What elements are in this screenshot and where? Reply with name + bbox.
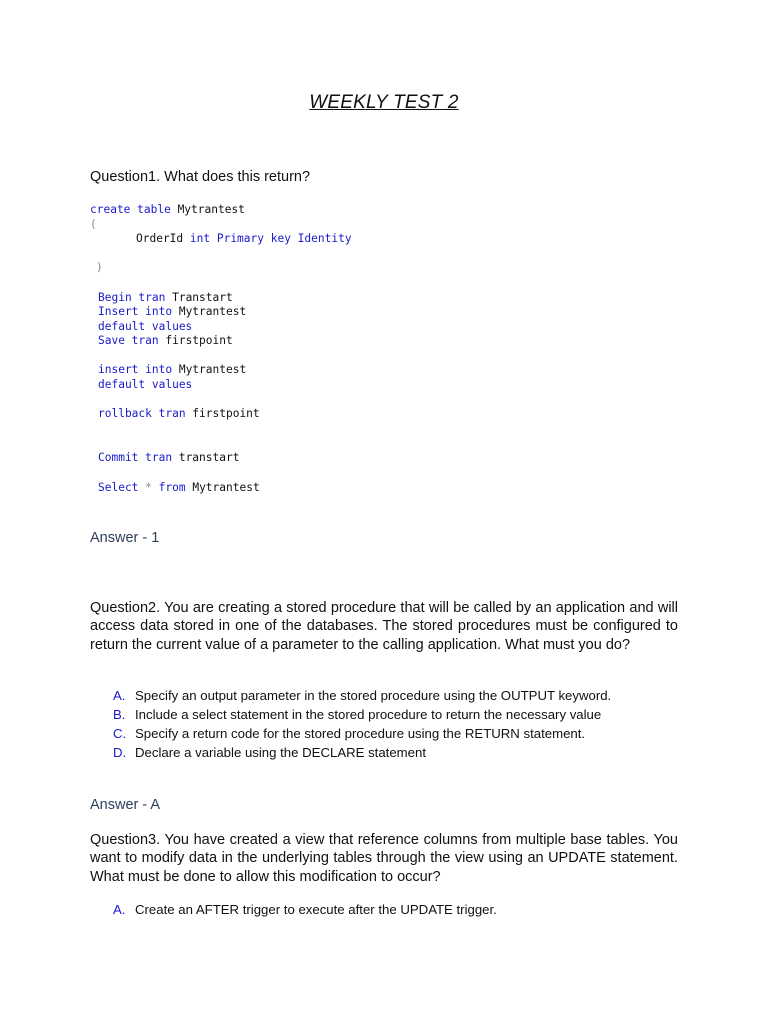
code-keyword: Insert into (98, 305, 173, 318)
code-identifier: firstpoint (158, 334, 233, 347)
option-text: Specify a return code for the stored procedure using the RETURN statement. (135, 726, 586, 741)
code-keyword: Select (98, 481, 139, 494)
code-line-1 (90, 203, 245, 218)
code-keyword: Commit tran (98, 451, 173, 464)
option-text: Specify an output parameter in the stored procedure using the OUTPUT keyword. (135, 688, 612, 703)
question-3-text: Question3. You have created a view that reference columns from multiple base tables. You want to modify data in the underlying tables through the view using an UPDATE statement. What must be done to allow this modification to occur? (90, 832, 678, 885)
code-keyword: from (158, 481, 186, 494)
code-identifier: Mytrantest (170, 203, 245, 216)
page-title: WEEKLY TEST 2 (309, 92, 459, 113)
code-line-2: ( (90, 218, 97, 231)
code-line-11 (98, 407, 260, 422)
q2-option-a (113, 687, 611, 706)
code-identifier: Mytrantest (172, 363, 247, 376)
code-identifier: Mytrantest (185, 481, 260, 494)
code-line-10: default values (98, 378, 193, 391)
q3-option-a (113, 901, 497, 920)
code-identifier: Mytrantest (172, 305, 247, 318)
option-letter: B. (113, 707, 126, 722)
code-line-8 (98, 334, 233, 349)
code-line-5 (98, 291, 233, 306)
option-text: Create an AFTER trigger to execute after the UPDATE trigger. (135, 902, 497, 917)
option-letter: A. (113, 902, 126, 917)
code-keyword: insert into (98, 363, 173, 376)
code-keyword: Save tran (98, 334, 159, 347)
option-letter: A. (113, 688, 126, 703)
code-line-9 (98, 363, 246, 378)
q2-option-d (113, 744, 426, 763)
code-line-13 (98, 481, 260, 496)
code-line-12 (98, 451, 239, 466)
code-identifier: OrderId (136, 232, 184, 245)
q2-option-c (113, 725, 585, 744)
answer-1: Answer - 1 (90, 530, 160, 546)
code-line-7: default values (98, 320, 193, 333)
answer-2: Answer - A (90, 797, 161, 813)
question-1-text: Question1. What does this return? (90, 169, 311, 185)
code-line-3 (136, 232, 352, 247)
code-line-6 (98, 305, 246, 320)
code-keyword: rollback tran (98, 407, 186, 420)
question-2-text: Question2. You are creating a stored procedure that will be called by an application and will access data stored in one of the databases. The stored procedures must be configured to return the current value of a parameter to the calling application. What must you do? (90, 600, 678, 653)
code-keyword: Begin tran (98, 291, 166, 304)
code-identifier: Transtart (165, 291, 233, 304)
code-identifier: firstpoint (185, 407, 260, 420)
code-keyword: int Primary key Identity (189, 232, 352, 245)
option-letter: C. (113, 726, 127, 741)
q2-option-b (113, 706, 601, 725)
option-letter: D. (113, 745, 127, 760)
code-line-4: ) (96, 261, 103, 274)
code-keyword: create table (90, 203, 171, 216)
option-text: Declare a variable using the DECLARE statement (135, 745, 427, 760)
option-text: Include a select statement in the stored procedure to return the necessary value (135, 707, 602, 722)
code-identifier: transtart (172, 451, 240, 464)
code-operator: * (138, 481, 159, 494)
